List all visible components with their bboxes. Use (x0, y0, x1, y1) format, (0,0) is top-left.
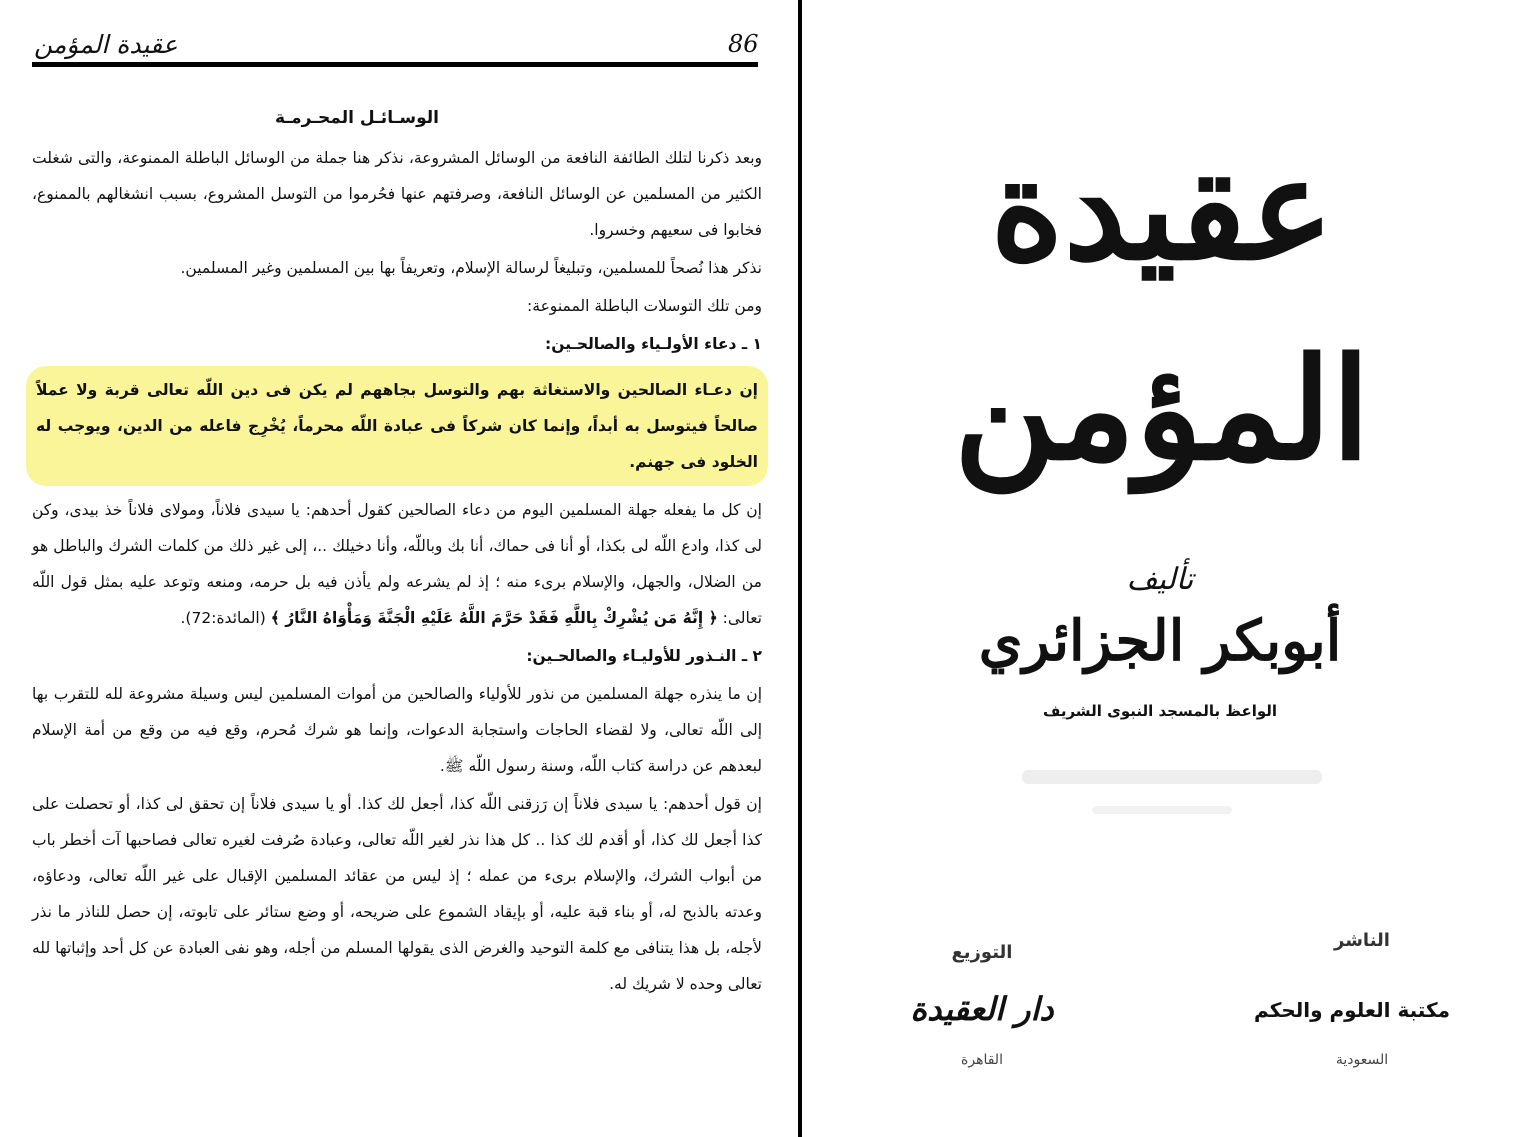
faded-line-small (1092, 806, 1232, 814)
cover-title: عقيدة المؤمن (953, 128, 1371, 492)
publisher-city: السعودية (1335, 1052, 1389, 1068)
page-body (32, 100, 762, 1004)
intro-paragraph-3: ومن تلك التوسلات الباطلة الممنوعة: (527, 297, 762, 315)
section2-paragraph-2: إن قول أحدهم: يا سيدى فلاناً إن رَزقنى اللّه كذا، أجعل لك كذا. أو يا سيدى فلاناً إن تحقق لى كذا، أو تحصلت على كذا أجعل لك كذا، أو أقدم لك كذا .. كل هذا نذر لغير اللّه تعالى، وعبادة صُرفت لغيره تعالى فصاحبها آت أخطر باب من أبواب الشرك، والإسلام برىء من عمله ؛ إذ ليس من عقائد المسلمين الإقبال على غير اللّه تعالى، ودعاؤه، وعدته بالذبح له، أو بناء قبة عليه، أو بإيقاد الشموع على ضريحه، أو وضع ستائر على تابوته، إن حصل للناذر ما نذر لأجله، بل هذا يتنافى مع كلمة التوحيد والغرض الذى يقولها المسلم من أجله، وهو نفى العبادة عن كل أحد وإثباتها لله تعالى وحده لا شريك له. (32, 795, 762, 993)
publisher-label: الناشر (1334, 930, 1390, 951)
quran-reference: (المائدة:72). (180, 609, 266, 627)
section1-body (32, 492, 762, 636)
section2-paragraph-1: إن ما ينذره جهلة المسلمين من نذور للأولياء والصالحين من أموات المسلمين ليس وسيلة مشروعة لله للتقرب بها إلى اللّه تعالى، ولا لقضاء الحاجات واستجابة الدعوات، وإنما هو شرك مُحرم، وقع فيه من وقع من أمة الإسلام لبعدهم عن دراسة كتاب اللّه، وسنة رسول اللّه ﷺ. (32, 685, 762, 775)
section-heading: الوسـائـل المحـرمـة (275, 108, 439, 128)
quran-verse: ﴿ إِنَّهُ مَن يُشْرِكْ بِاللَّهِ فَقَدْ حَرَّمَ اللَّهُ عَلَيْهِ الْجَنَّةَ وَمَأْوَاهُ النَّارُ ﴾ (270, 609, 718, 627)
publisher-name: مكتبة العلوم والحكم (1254, 998, 1450, 1022)
section1-title: ١ ـ دعاء الأولـياء والصالحـين: (545, 335, 762, 353)
author-label: تأليف (1126, 562, 1194, 597)
intro-paragraph-1: وبعد ذكرنا لتلك الطائفة النافعة من الوسائل المشروعة، نذكر هنا جملة من الوسائل الباطلة الممنوعة، والتى شغلت الكثير من المسلمين عن الوسائل النافعة، وصرفتهم عنها فحُرموا من التوسل المشروع، بسبب انشغالهم بالممنوع، فخابوا فى سعيهم وخسروا. (32, 149, 762, 239)
highlighted-paragraph: إن دعـاء الصالحين والاستغاثة بهم والتوسل بجاههم لم يكن فى دين اللّه تعالى قربة ولا عملاً صالحاً فيتوسل به أبداً، وإنما كان شركاً فى عبادة اللّه محرماً، يُخْرِج فاعله من الدين، ويوجب له الخلود فى جهنم. (32, 372, 762, 480)
faded-line (1022, 770, 1322, 784)
intro-paragraph-2: نذكر هذا نُصحاً للمسلمين، وتبليغاً لرسالة الإسلام، وتعريفاً بها بين المسلمين وغير المسلمين. (180, 259, 762, 277)
section1-text: إن كل ما يفعله جهلة المسلمين اليوم من دعاء الصالحين كقول أحدهم: يا سيدى فلاناً، ومولاى فلاناً خذ بيدى، وكن لى كذا، وادع اللّه لى بكذا، أو أنا فى حماك، أنا بك وباللّه، وأنا دخيلك ..، إلى غير ذلك من كلمات الشرك والباطل هو من الضلال، والجهل، والإسلام برىء منه ؛ إذ لم يشرعه ولم يأذن فيه بل حرمه، ومنعه وتوعد عليه بمثل قول اللّه تعالى: (32, 501, 762, 627)
header-rule (32, 62, 758, 67)
distribution-label: التوزيع (951, 942, 1013, 963)
distributor-city: القاهرة (961, 1052, 1003, 1068)
author-subtitle: الواعظ بالمسجد النبوى الشريف (1042, 702, 1278, 720)
author-name: أبوبكر الجزائري (978, 608, 1342, 674)
cover-page (802, 0, 1518, 1137)
page-number: 86 (728, 30, 759, 58)
distributor-logo: دار العقيدة (910, 990, 1054, 1028)
section2-title: ٢ ـ النـذور للأوليـاء والصالحـين: (526, 647, 762, 665)
running-title: عقيدة المؤمن (34, 30, 178, 59)
